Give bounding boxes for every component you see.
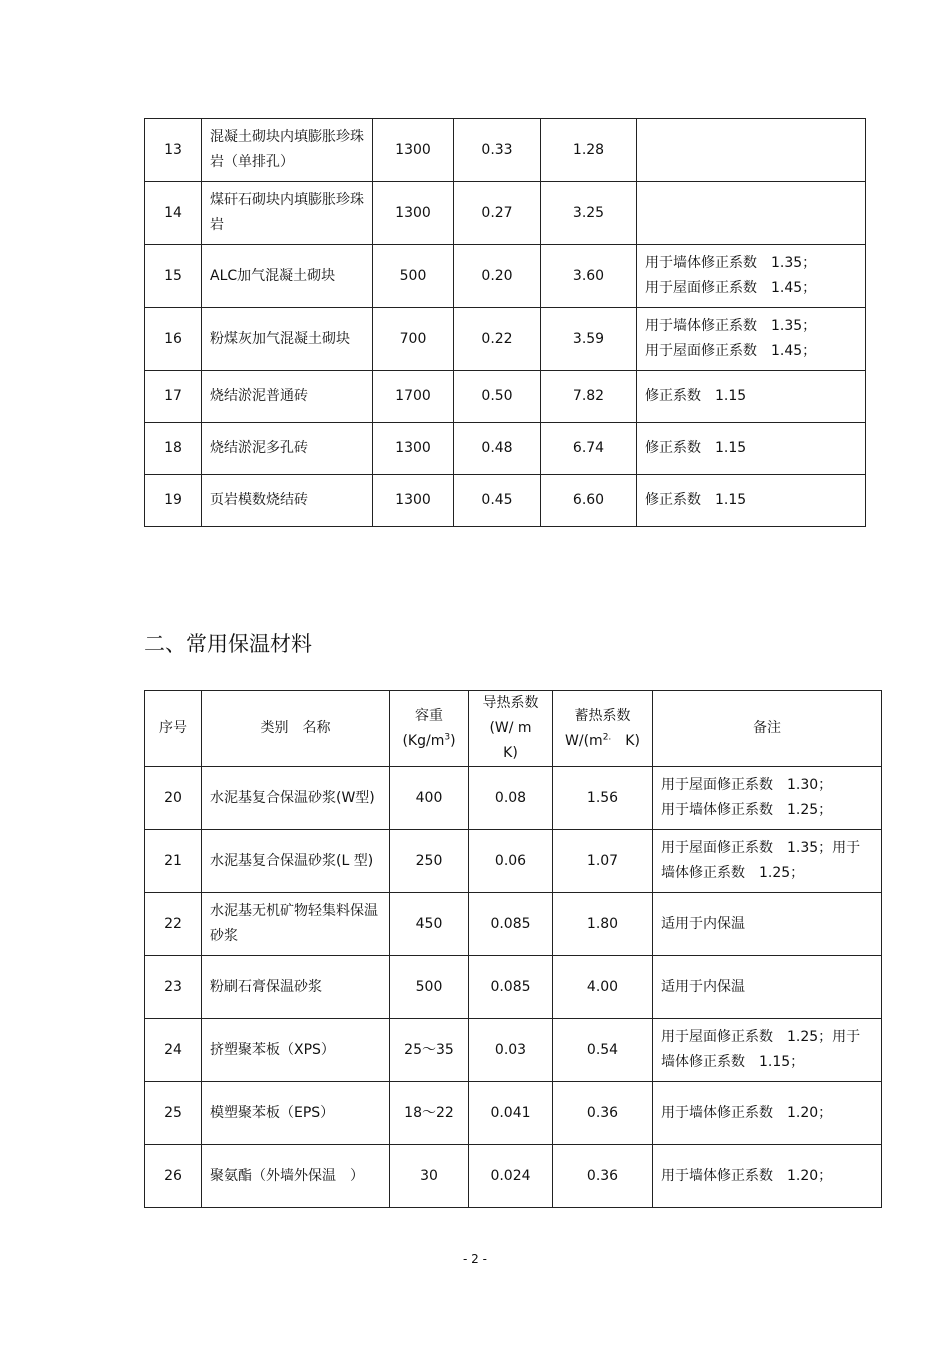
remark: 用于墙体修正系数 1.20； bbox=[653, 1145, 882, 1208]
remark: 修正系数 1.15 bbox=[637, 423, 866, 475]
density-value: 1700 bbox=[373, 371, 454, 423]
conductivity-value: 0.08 bbox=[469, 767, 553, 830]
conductivity-value: 0.041 bbox=[469, 1082, 553, 1145]
header-conductivity-unit: (W/ m K) bbox=[489, 720, 546, 761]
remark bbox=[637, 119, 866, 182]
remark: 用于屋面修正系数 1.35；用于墙体修正系数 1.25； bbox=[653, 830, 882, 893]
header-heat-storage-unit bbox=[561, 729, 644, 754]
density-value: 30 bbox=[390, 1145, 469, 1208]
heat-storage-value: 3.25 bbox=[541, 182, 637, 245]
material-name: 烧结淤泥多孔砖 bbox=[202, 423, 373, 475]
remark: 修正系数 1.15 bbox=[637, 475, 866, 527]
material-name: 水泥基复合保温砂浆(W型) bbox=[202, 767, 390, 830]
heat-storage-value: 1.28 bbox=[541, 119, 637, 182]
row-number: 23 bbox=[145, 956, 202, 1019]
material-name: 粉煤灰加气混凝土砌块 bbox=[202, 308, 373, 371]
material-name: 页岩模数烧结砖 bbox=[202, 475, 373, 527]
conductivity-value: 0.03 bbox=[469, 1019, 553, 1082]
table-row bbox=[145, 830, 882, 893]
conductivity-value: 0.06 bbox=[469, 830, 553, 893]
material-name: 混凝土砌块内填膨胀珍珠岩（单排孔） bbox=[202, 119, 373, 182]
table-row bbox=[145, 1082, 882, 1145]
header-density-unit-exp: 3 bbox=[444, 731, 451, 742]
density-value: 1300 bbox=[373, 119, 454, 182]
remark: 用于墙体修正系数 1.35； 用于屋面修正系数 1.45； bbox=[637, 308, 866, 371]
remark: 用于屋面修正系数 1.30； 用于墙体修正系数 1.25； bbox=[653, 767, 882, 830]
density-value: 700 bbox=[373, 308, 454, 371]
remark bbox=[637, 182, 866, 245]
remark: 用于墙体修正系数 1.35； 用于屋面修正系数 1.45； bbox=[637, 245, 866, 308]
heat-storage-value: 1.56 bbox=[553, 767, 653, 830]
table-row bbox=[145, 956, 882, 1019]
density-value: 25～35 bbox=[390, 1019, 469, 1082]
header-density bbox=[390, 691, 469, 767]
header-heat-storage bbox=[553, 691, 653, 767]
conductivity-value: 0.45 bbox=[454, 475, 541, 527]
header-conductivity bbox=[469, 691, 553, 767]
conductivity-value: 0.33 bbox=[454, 119, 541, 182]
density-value: 250 bbox=[390, 830, 469, 893]
row-number: 22 bbox=[145, 893, 202, 956]
header-name: 类别 名称 bbox=[202, 691, 390, 767]
page-number: - 2 - bbox=[463, 1252, 487, 1266]
density-value: 500 bbox=[390, 956, 469, 1019]
heat-storage-value: 1.07 bbox=[553, 830, 653, 893]
density-value: 1300 bbox=[373, 475, 454, 527]
header-heat-storage-label: 蓄热系数 bbox=[574, 707, 631, 724]
material-name: 挤塑聚苯板（XPS） bbox=[202, 1019, 390, 1082]
density-value: 500 bbox=[373, 245, 454, 308]
header-heat-storage-unit-base: W/(m bbox=[565, 732, 603, 749]
density-value: 400 bbox=[390, 767, 469, 830]
material-name: 水泥基复合保温砂浆(L 型) bbox=[202, 830, 390, 893]
heat-storage-value: 3.59 bbox=[541, 308, 637, 371]
table-row bbox=[145, 1019, 882, 1082]
conductivity-value: 0.20 bbox=[454, 245, 541, 308]
row-number: 15 bbox=[145, 245, 202, 308]
table-row bbox=[145, 245, 866, 308]
density-value: 1300 bbox=[373, 182, 454, 245]
row-number: 26 bbox=[145, 1145, 202, 1208]
table-row bbox=[145, 119, 866, 182]
row-number: 24 bbox=[145, 1019, 202, 1082]
heat-storage-value: 1.80 bbox=[553, 893, 653, 956]
table-row bbox=[145, 1145, 882, 1208]
header-number: 序号 bbox=[145, 691, 202, 767]
conductivity-value: 0.085 bbox=[469, 893, 553, 956]
heat-storage-value: 6.60 bbox=[541, 475, 637, 527]
table-row bbox=[145, 182, 866, 245]
table-row bbox=[145, 893, 882, 956]
wall-materials-table bbox=[144, 118, 866, 527]
conductivity-value: 0.48 bbox=[454, 423, 541, 475]
table-row bbox=[145, 423, 866, 475]
heat-storage-value: 3.60 bbox=[541, 245, 637, 308]
table-row bbox=[145, 475, 866, 527]
heat-storage-value: 7.82 bbox=[541, 371, 637, 423]
header-conductivity-label: 导热系数 bbox=[482, 695, 539, 711]
remark: 修正系数 1.15 bbox=[637, 371, 866, 423]
header-density-unit bbox=[398, 729, 460, 754]
conductivity-value: 0.024 bbox=[469, 1145, 553, 1208]
density-value: 18～22 bbox=[390, 1082, 469, 1145]
conductivity-value: 0.085 bbox=[469, 956, 553, 1019]
header-density-unit-base: (Kg/m bbox=[402, 732, 445, 749]
row-number: 14 bbox=[145, 182, 202, 245]
material-name: 煤矸石砌块内填膨胀珍珠岩 bbox=[202, 182, 373, 245]
remark: 适用于内保温 bbox=[653, 893, 882, 956]
header-heat-storage-unit-close: K) bbox=[611, 732, 640, 749]
material-name: 水泥基无机矿物轻集料保温砂浆 bbox=[202, 893, 390, 956]
heat-storage-value: 4.00 bbox=[553, 956, 653, 1019]
table-row bbox=[145, 767, 882, 830]
material-name: 模塑聚苯板（EPS） bbox=[202, 1082, 390, 1145]
row-number: 16 bbox=[145, 308, 202, 371]
density-value: 1300 bbox=[373, 423, 454, 475]
table-row bbox=[145, 371, 866, 423]
row-number: 21 bbox=[145, 830, 202, 893]
heat-storage-value: 0.36 bbox=[553, 1082, 653, 1145]
row-number: 25 bbox=[145, 1082, 202, 1145]
section-heading: 二、常用保温材料 bbox=[144, 632, 312, 656]
row-number: 20 bbox=[145, 767, 202, 830]
material-name: ALC加气混凝土砌块 bbox=[202, 245, 373, 308]
header-density-unit-close: ) bbox=[450, 732, 456, 749]
density-value: 450 bbox=[390, 893, 469, 956]
row-number: 18 bbox=[145, 423, 202, 475]
material-name: 粉刷石膏保温砂浆 bbox=[202, 956, 390, 1019]
row-number: 19 bbox=[145, 475, 202, 527]
remark: 适用于内保温 bbox=[653, 956, 882, 1019]
conductivity-value: 0.22 bbox=[454, 308, 541, 371]
material-name: 聚氨酯（外墙外保温 ） bbox=[202, 1145, 390, 1208]
material-name: 烧结淤泥普通砖 bbox=[202, 371, 373, 423]
remark: 用于墙体修正系数 1.20； bbox=[653, 1082, 882, 1145]
table-header-row bbox=[145, 691, 882, 767]
conductivity-value: 0.27 bbox=[454, 182, 541, 245]
remark: 用于屋面修正系数 1.25；用于墙体修正系数 1.15； bbox=[653, 1019, 882, 1082]
row-number: 17 bbox=[145, 371, 202, 423]
table-row bbox=[145, 308, 866, 371]
header-density-label: 容重 bbox=[415, 707, 443, 724]
heat-storage-value: 0.54 bbox=[553, 1019, 653, 1082]
conductivity-value: 0.50 bbox=[454, 371, 541, 423]
header-heat-storage-unit-exp: 2. bbox=[602, 731, 612, 742]
row-number: 13 bbox=[145, 119, 202, 182]
heat-storage-value: 6.74 bbox=[541, 423, 637, 475]
header-remark: 备注 bbox=[653, 691, 882, 767]
heat-storage-value: 0.36 bbox=[553, 1145, 653, 1208]
insulation-materials-table bbox=[144, 690, 882, 1208]
